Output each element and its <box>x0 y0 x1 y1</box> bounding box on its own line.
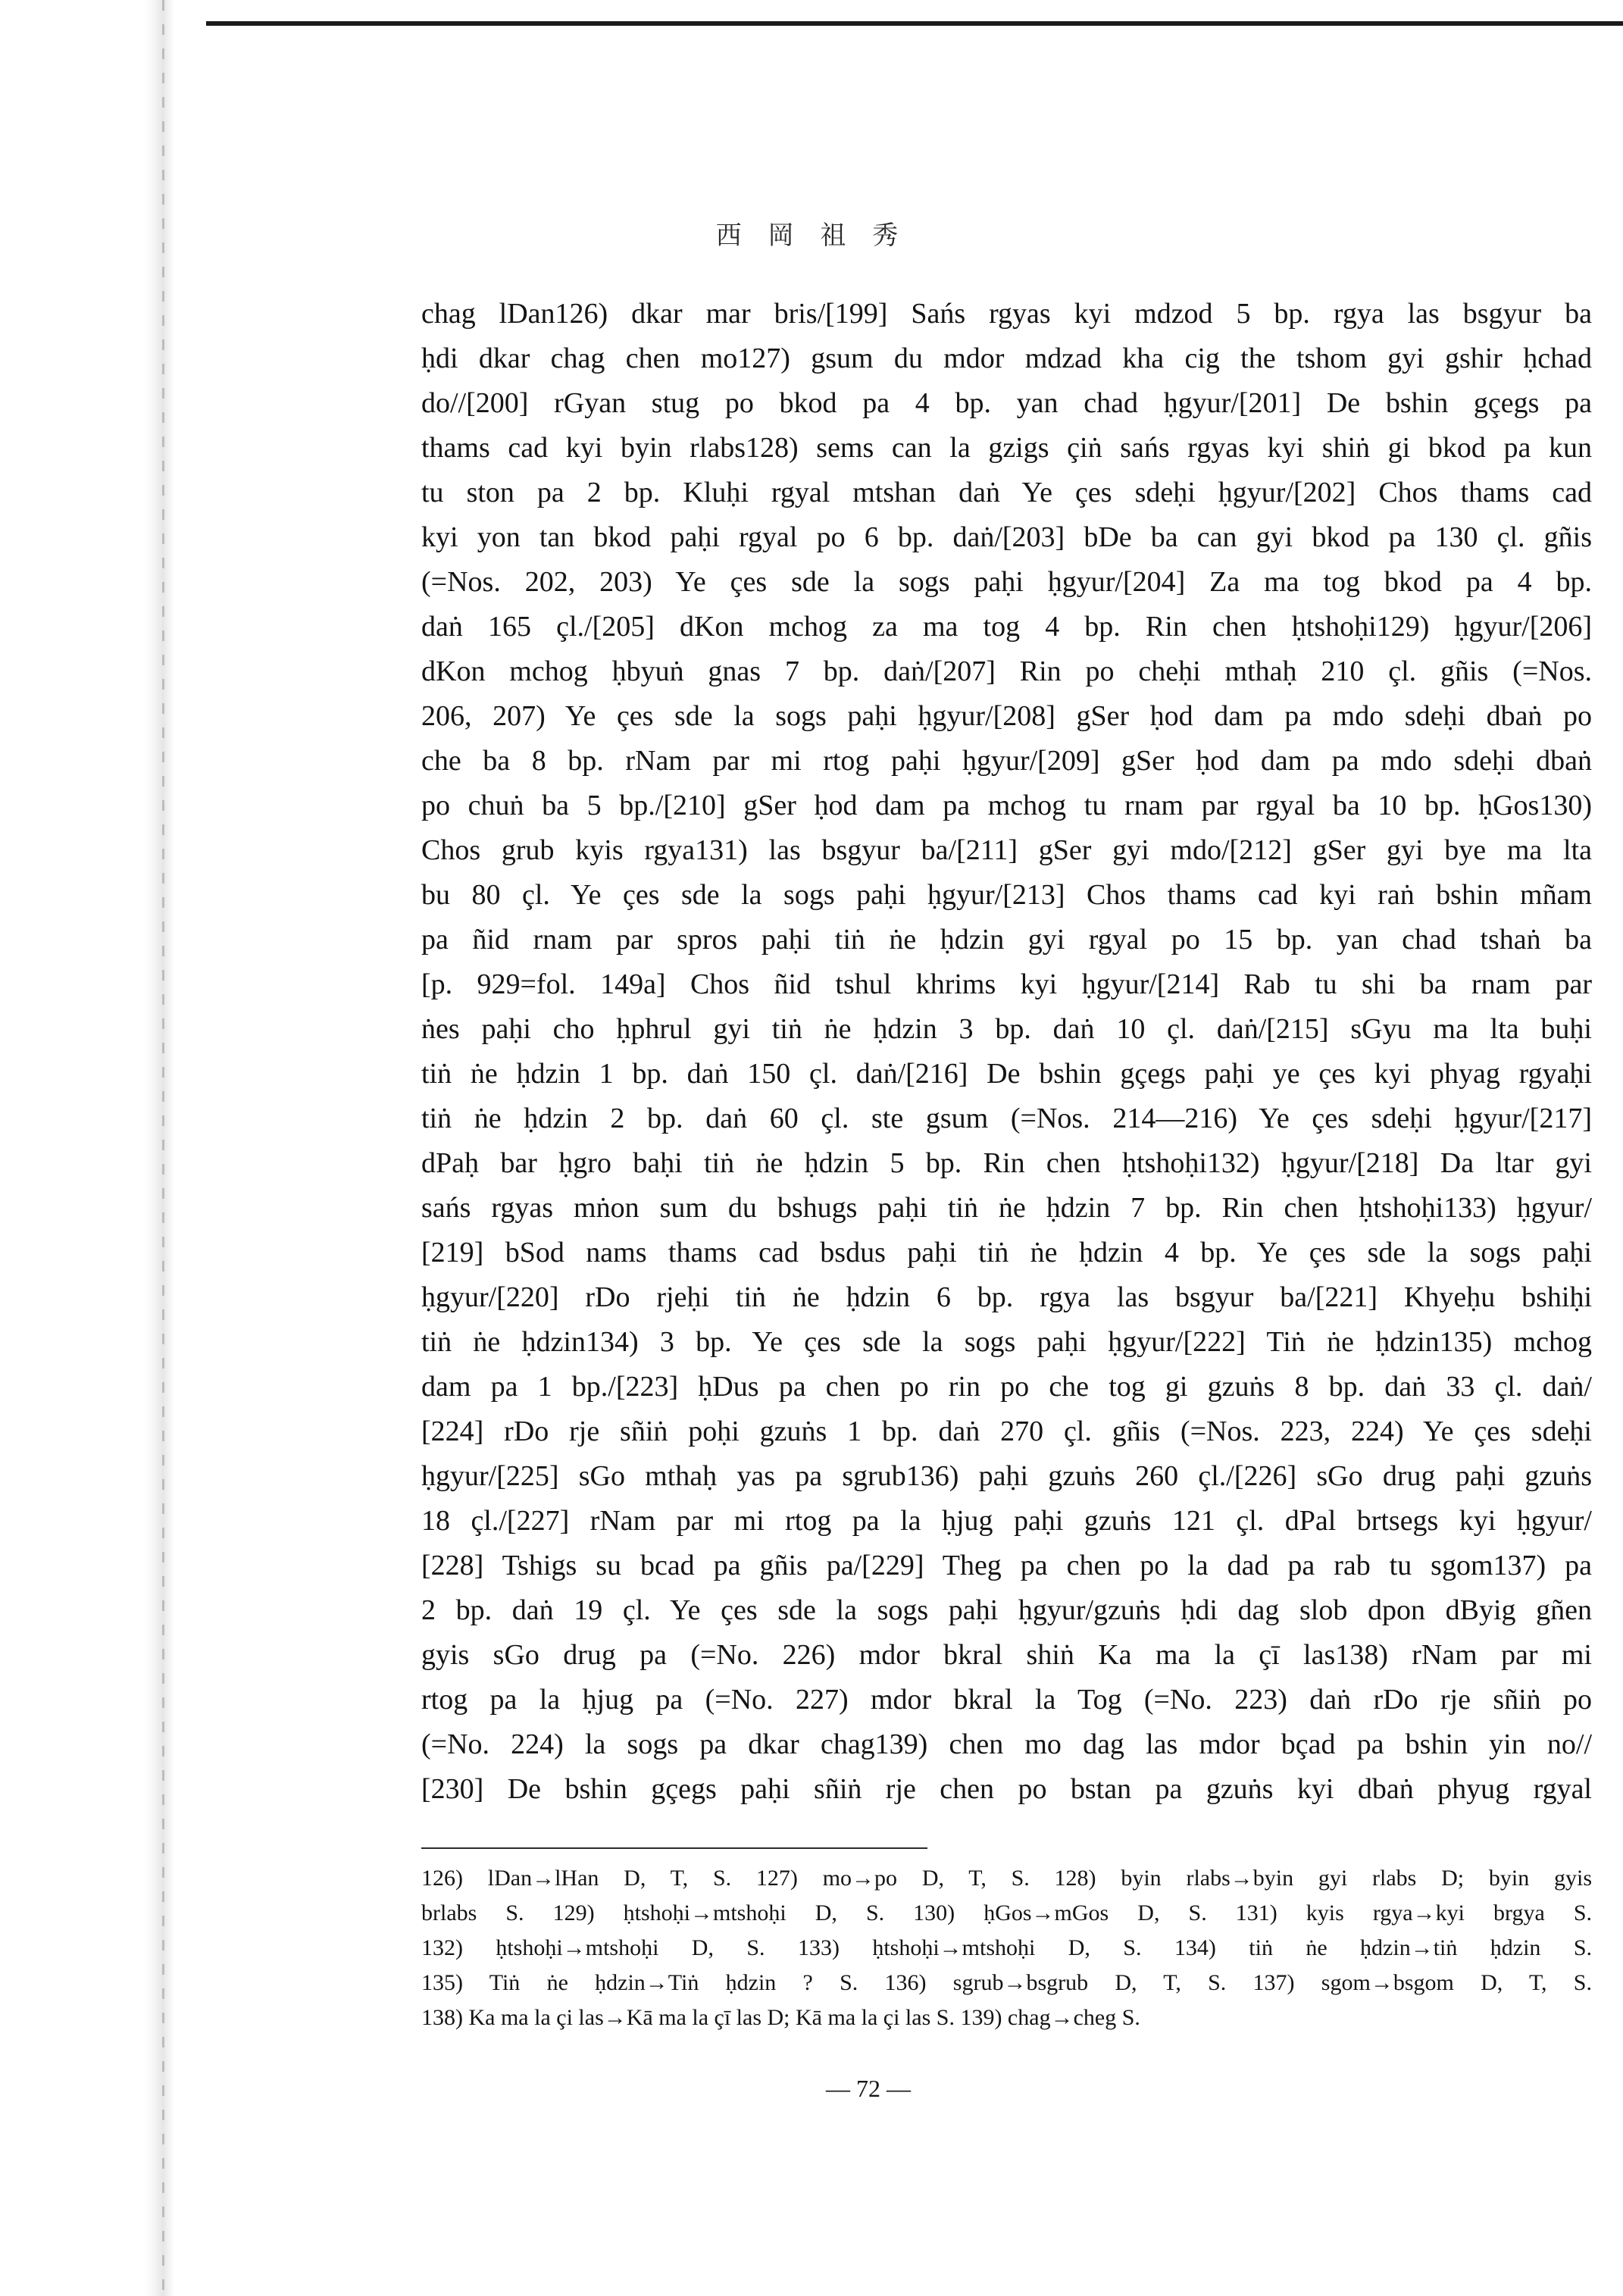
body-line: ḥdi dkar chag chen mo127) gsum du mdor mdzad kha cig the tshom gyi gshir ḥchad <box>421 343 1592 374</box>
footnote-line: brlabs S. 129) ḥtshoḥi→mtshoḥi D, S. 130) ḥGos→mGos D, S. 131) kyis rgya→kyi brgya S. <box>421 1900 1592 1925</box>
body-line: pa ñid rnam par spros paḥi tiṅ ṅe ḥdzin gyi rgyal po 15 bp. yan chad tshaṅ ba <box>421 924 1592 956</box>
body-line: gyis sGo drug pa (=No. 226) mdor bkral shiṅ Ka ma la çī las138) rNam par mi <box>421 1639 1592 1671</box>
body-text <box>421 292 1592 1812</box>
body-line: 2 bp. daṅ 19 çl. Ye çes sde la sogs paḥi ḥgyur/gzuṅs ḥdi dag slob dpon dByig gñen <box>421 1594 1592 1626</box>
footnote-line: 138) Ka ma la çi las→Kā ma la çī las D; Kā ma la çi las S. 139) chag→cheg S. <box>421 2005 1140 2030</box>
body-line: (=Nos. 202, 203) Ye çes sde la sogs paḥi ḥgyur/[204] Za ma tog bkod pa 4 bp. <box>421 566 1592 598</box>
body-line: do//[200] rGyan stug po bkod pa 4 bp. yan chad ḥgyur/[201] De bshin gçegs pa <box>421 387 1592 419</box>
page-number: — 72 — <box>826 2075 911 2102</box>
body-line: tiṅ ṅe ḥdzin 1 bp. daṅ 150 çl. daṅ/[216] De bshin gçegs paḥi ye çes kyi phyag rgyaḥi <box>421 1058 1592 1090</box>
footnote-line: 132) ḥtshoḥi→mtshoḥi D, S. 133) ḥtshoḥi→mtshoḥi D, S. 134) tiṅ ṅe ḥdzin→tiṅ ḥdzin S. <box>421 1935 1592 1960</box>
body-line: ḥgyur/[225] sGo mthaḥ yas pa sgrub136) paḥi gzuṅs 260 çl./[226] sGo drug paḥi gzuṅs <box>421 1460 1592 1492</box>
body-line: kyi yon tan bkod paḥi rgyal po 6 bp. daṅ/[203] bDe ba can gyi bkod pa 130 çl. gñis <box>421 521 1592 553</box>
running-head-author: 西 岡 祖 秀 <box>715 221 908 251</box>
body-line: dPaḥ bar ḥgro baḥi tiṅ ṅe ḥdzin 5 bp. Rin chen ḥtshoḥi132) ḥgyur/[218] Da ltar gyi <box>421 1147 1592 1179</box>
body-line: daṅ 165 çl./[205] dKon mchog za ma tog 4 bp. Rin chen ḥtshoḥi129) ḥgyur/[206] <box>421 611 1592 643</box>
body-line: 18 çl./[227] rNam par mi rtog pa la ḥjug paḥi gzuṅs 121 çl. dPal brtsegs kyi ḥgyur/ <box>421 1505 1592 1537</box>
body-line: [230] De bshin gçegs paḥi sñiṅ rje chen po bstan pa gzuṅs kyi dbaṅ phyug rgyal <box>421 1773 1592 1805</box>
body-line: chag lDan126) dkar mar bris/[199] Sańs rgyas kyi mdzod 5 bp. rgya las bsgyur ba <box>421 298 1592 330</box>
body-line: tiṅ ṅe ḥdzin134) 3 bp. Ye çes sde la sogs paḥi ḥgyur/[222] Tiṅ ṅe ḥdzin135) mchog <box>421 1326 1592 1358</box>
body-line: [228] Tshigs su bcad pa gñis pa/[229] Theg pa chen po la dad pa rab tu sgom137) pa <box>421 1550 1592 1581</box>
body-line: tiṅ ṅe ḥdzin 2 bp. daṅ 60 çl. ste gsum (=Nos. 214—216) Ye çes sdeḥi ḥgyur/[217] <box>421 1103 1592 1134</box>
body-line: 206, 207) Ye çes sde la sogs paḥi ḥgyur/[208] gSer ḥod dam pa mdo sdeḥi dbaṅ po <box>421 700 1592 732</box>
body-line: che ba 8 bp. rNam par mi rtog paḥi ḥgyur/[209] gSer ḥod dam pa mdo sdeḥi dbaṅ <box>421 745 1592 777</box>
body-line: tu ston pa 2 bp. Kluḥi rgyal mtshan daṅ Ye çes sdeḥi ḥgyur/[202] Chos thams cad <box>421 477 1592 508</box>
footnote-rule <box>421 1847 927 1849</box>
body-line: dam pa 1 bp./[223] ḥDus pa chen po rin po che tog gi gzuṅs 8 bp. daṅ 33 çl. daṅ/ <box>421 1371 1592 1403</box>
footnote-line: 126) lDan→lHan D, T, S. 127) mo→po D, T, S. 128) byin rlabs→byin gyi rlabs D; byin gyis <box>421 1866 1592 1891</box>
top-rule <box>206 21 1623 26</box>
body-line: thams cad kyi byin rlabs128) sems can la gzigs çiṅ sańs rgyas kyi shiṅ gi bkod pa kun <box>421 432 1592 464</box>
body-line: Chos grub kyis rgya131) las bsgyur ba/[211] gSer gyi mdo/[212] gSer gyi bye ma lta <box>421 834 1592 866</box>
body-line: [p. 929=fol. 149a] Chos ñid tshul khrims kyi ḥgyur/[214] Rab tu shi ba rnam par <box>421 968 1592 1000</box>
scan-binding-edge <box>162 0 164 2296</box>
body-line: [219] bSod nams thams cad bsdus paḥi tiṅ ṅe ḥdzin 4 bp. Ye çes sde la sogs paḥi <box>421 1237 1592 1268</box>
body-line: ḥgyur/[220] rDo rjeḥi tiṅ ṅe ḥdzin 6 bp. rgya las bsgyur ba/[221] Khyeḥu bshiḥi <box>421 1281 1592 1313</box>
body-line: ṅes paḥi cho ḥphrul gyi tiṅ ṅe ḥdzin 3 bp. daṅ 10 çl. daṅ/[215] sGyu ma lta buḥi <box>421 1013 1592 1045</box>
body-line: bu 80 çl. Ye çes sde la sogs paḥi ḥgyur/[213] Chos thams cad kyi raṅ bshin mñam <box>421 879 1592 911</box>
scan-binding-shadow <box>0 0 174 2296</box>
body-line: sańs rgyas mṅon sum du bshugs paḥi tiṅ ṅe ḥdzin 7 bp. Rin chen ḥtshoḥi133) ḥgyur/ <box>421 1192 1592 1224</box>
body-line: rtog pa la ḥjug pa (=No. 227) mdor bkral la Tog (=No. 223) daṅ rDo rje sñiṅ po <box>421 1684 1592 1716</box>
body-line: dKon mchog ḥbyuṅ gnas 7 bp. daṅ/[207] Rin po cheḥi mthaḥ 210 çl. gñis (=Nos. <box>421 655 1592 687</box>
body-line: (=No. 224) la sogs pa dkar chag139) chen mo dag las mdor bçad pa bshin yin no// <box>421 1728 1592 1760</box>
footnotes <box>421 1861 1592 2035</box>
body-line: po chuṅ ba 5 bp./[210] gSer ḥod dam pa mchog tu rnam par rgyal ba 10 bp. ḥGos130) <box>421 790 1592 821</box>
body-line: [224] rDo rje sñiṅ poḥi gzuṅs 1 bp. daṅ 270 çl. gñis (=Nos. 223, 224) Ye çes sdeḥi <box>421 1415 1592 1447</box>
footnote-line: 135) Tiṅ ṅe ḥdzin→Tiṅ ḥdzin ? S. 136) sgrub→bsgrub D, T, S. 137) sgom→bsgom D, T, S. <box>421 1970 1592 1995</box>
